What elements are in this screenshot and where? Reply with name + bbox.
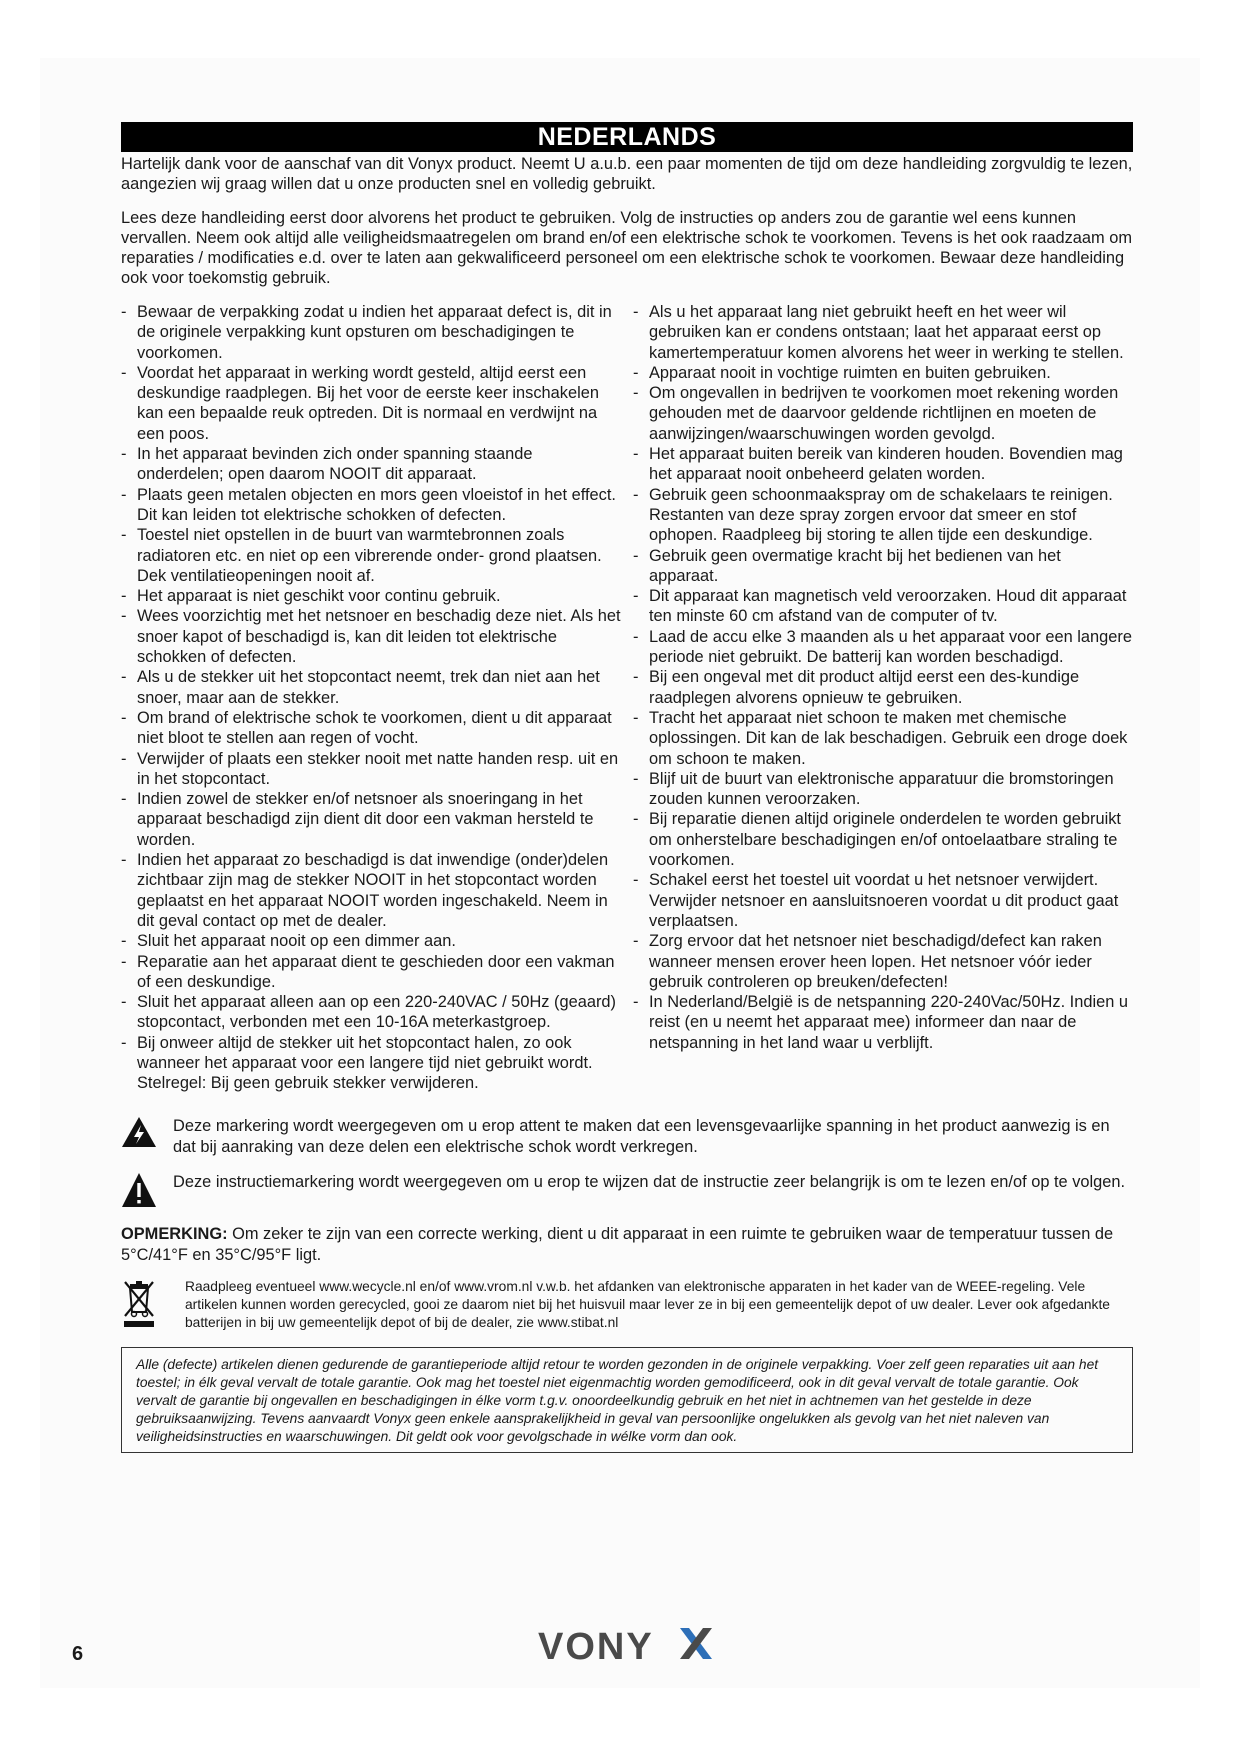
intro-paragraph-1: Hartelijk dank voor de aanschaf van dit Vonyx product. Neemt U a.u.b. een paar momenten de tijd om deze handleiding zorgvuldig te lezen, aangezien wij graag willen dat u onze producten snel en volledig gebruikt. xyxy=(121,155,1133,193)
safety-columns xyxy=(121,302,1133,1094)
safety-right-item: - Het apparaat buiten bereik van kinderen houden. Bovendien mag het apparaat nooit onbeheerd gelaten worden. xyxy=(633,444,1133,485)
warranty-box xyxy=(121,1347,1133,1453)
safety-right-item: - Om ongevallen in bedrijven te voorkomen moet rekening worden gehouden met de daarvoor geldende richtlijnen en moeten de aanwijzingen/waarschuwingen worden gevolgd. xyxy=(633,383,1133,444)
safety-right-item: - Zorg ervoor dat het netsnoer niet beschadigd/defect kan raken wanneer mensen erover heen lopen. Het netsnoer vóór ieder gebruik controleren op breuken/defecten! xyxy=(633,931,1133,992)
page-number: 6 xyxy=(72,1643,84,1665)
safety-right-item: - In Nederland/België is de netspanning 220-240Vac/50Hz. Indien u reist (en u neemt het apparaat mee) informeer dan naar de netspanning in het land waar u verblijft. xyxy=(633,992,1133,1053)
svg-text:VONY: VONY xyxy=(538,1626,654,1666)
weee-notice xyxy=(121,1278,1133,1333)
opmerking-label: OPMERKING: xyxy=(121,1224,228,1243)
safety-left-item: - Reparatie aan het apparaat dient te geschieden door een vakman of een deskundige. xyxy=(121,952,621,993)
voltage-notice xyxy=(121,1116,1133,1158)
safety-right-item: - Schakel eerst het toestel uit voordat u het netsnoer verwijdert. Verwijder netsnoer en aansluitsnoeren voordat u dit product gaat verplaatsen. xyxy=(633,870,1133,931)
safety-left-item: - Het apparaat is niet geschikt voor continu gebruik. xyxy=(121,586,621,606)
vonyx-logo xyxy=(538,1622,714,1666)
safety-column-left xyxy=(121,302,621,1094)
safety-right-item: - Tracht het apparaat niet schoon te maken met chemische oplossingen. Dit kan de lak beschadigen. Gebruik een droge doek om schoon te maken. xyxy=(633,708,1133,769)
safety-left-item: - Als u de stekker uit het stopcontact neemt, trek dan niet aan het snoer, maar aan de stekker. xyxy=(121,667,621,708)
instruction-notice-text: Deze instructiemarkering wordt weergegeven om u erop te wijzen dat de instructie zeer belangrijk is om te lezen en/of op te volgen. xyxy=(173,1172,1126,1191)
safety-left-item: - In het apparaat bevinden zich onder spanning staande onderdelen; open daarom NOOIT dit apparaat. xyxy=(121,444,621,485)
warranty-text: Alle (defecte) artikelen dienen gedurende de garantieperiode altijd retour te worden gezonden in de originele verpakking. Voer zelf geen reparaties uit aan het toestel; in élk geval vervalt de totale garantie. Ook mag het toestel niet eigenmachtig worden gemodificeerd, ook in dit geval vervalt de totale garantie. Ook vervalt de garantie bij ongevallen en beschadigingen in élke vorm t.g.v. onoordeelkundig gebruik en het niet in achtnemen van het gestelde in deze gebruiksaanwijzing. Tevens aanvaardt Vonyx geen enkele aansprakelijkheid in geval van persoonlijke ongelukken als gevolg van het niet naleven van veiligheidsinstructies en waarschuwingen. Dit geldt ook voor gevolgschade in wélke vorm dan ook. xyxy=(136,1356,1099,1444)
safety-list-right xyxy=(633,302,1133,1053)
safety-right-item: - Bij een ongeval met dit product altijd eerst een des-kundige raadplegen alvorens opnieuw te gebruiken. xyxy=(633,667,1133,708)
safety-right-item: - Laad de accu elke 3 maanden als u het apparaat voor een langere periode niet gebruikt. De batterij kan worden beschadigd. xyxy=(633,627,1133,668)
weee-text: Raadpleeg eventueel www.wecycle.nl en/of www.vrom.nl v.w.b. het afdanken van elektronische apparaten in het kader van de WEEE-regeling. Vele artikelen kunnen worden gerecycled, gooi ze daarom niet bij het huisvuil maar lever ze in bij een gemeentelijk depot of uw dealer. Lever ook afgedankte batterijen in bij uw gemeentelijk depot of bij de dealer, zie www.stibat.nl xyxy=(185,1278,1110,1330)
safety-left-item: - Wees voorzichtig met het netsnoer en beschadig deze niet. Als het snoer kapot of beschadigd is, kan dit leiden tot elektrische schokken of defecten. xyxy=(121,606,621,667)
safety-left-item: - Plaats geen metalen objecten en mors geen vloeistof in het effect. Dit kan leiden tot elektrische schokken of defecten. xyxy=(121,485,621,526)
safety-left-item: - Bij onweer altijd de stekker uit het stopcontact halen, zo ook wanneer het apparaat voor een langere tijd niet gebruikt wordt. Stelregel: Bij geen gebruik stekker verwijderen. xyxy=(121,1033,621,1094)
high-voltage-warning-icon xyxy=(121,1116,161,1154)
safety-right-item: - Als u het apparaat lang niet gebruikt heeft en het weer wil gebruiken kan er condens ontstaan; laat het apparaat eerst op kamertemperatuur komen alvorens het weer in werking te stellen. xyxy=(633,302,1133,363)
crossed-bin-icon xyxy=(121,1278,161,1333)
safety-right-item: - Gebruik geen schoonmaakspray om de schakelaars te reinigen. Restanten van deze spray zorgen ervoor dat smeer en stof ophopen. Raadpleeg bij storing te allen tijde een deskundige. xyxy=(633,485,1133,546)
safety-right-item: - Apparaat nooit in vochtige ruimten en buiten gebruiken. xyxy=(633,363,1133,383)
safety-right-item: - Blijf uit de buurt van elektronische apparatuur die bromstoringen zouden kunnen veroorzaken. xyxy=(633,769,1133,810)
safety-column-right xyxy=(633,302,1133,1094)
safety-left-item: - Sluit het apparaat nooit op een dimmer aan. xyxy=(121,931,621,951)
safety-left-item: - Toestel niet opstellen in de buurt van warmtebronnen zoals radiatoren etc. en niet op een vibrerende onder- grond plaatsen. Dek ventilatieopeningen nooit af. xyxy=(121,525,621,586)
section-title: NEDERLANDS xyxy=(121,122,1133,152)
safety-left-item: - Indien zowel de stekker en/of netsnoer als snoeringang in het apparaat beschadigd zijn dient dit door een vakman hersteld te worden. xyxy=(121,789,621,850)
safety-left-item: - Om brand of elektrische schok te voorkomen, dient u dit apparaat niet bloot te stellen aan regen of vocht. xyxy=(121,708,621,749)
safety-left-item: - Sluit het apparaat alleen aan op een 220-240VAC / 50Hz (geaard) stopcontact, verbonden met een 10-16A meterkastgroep. xyxy=(121,992,621,1033)
instruction-notice xyxy=(121,1172,1133,1214)
opmerking-note xyxy=(121,1224,1133,1266)
manual-content xyxy=(121,122,1133,1453)
safety-right-item: - Dit apparaat kan magnetisch veld veroorzaken. Houd dit apparaat ten minste 60 cm afstand van de computer of tv. xyxy=(633,586,1133,627)
intro-paragraph-2: Lees deze handleiding eerst door alvorens het product te gebruiken. Volg de instructies op anders zou de garantie wel eens kunnen vervallen. Neem ook altijd alle veiligheidsmaatregelen om brand en/of een elektrische schok te voorkomen. Tevens is het ook raadzaam om reparaties / modificaties e.d. over te laten aan gekwalificeerd personeel om een elektrische schok te voorkomen. Bewaar deze handleiding ook voor toekomstig gebruik. xyxy=(121,209,1132,287)
voltage-notice-text: Deze markering wordt weergegeven om u erop attent te maken dat een levensgevaarlijke spanning in het product aanwezig is en dat bij aanraking van deze delen een elektrische schok wordt verkregen. xyxy=(173,1116,1110,1156)
safety-right-item: - Bij reparatie dienen altijd originele onderdelen te worden gebruikt om onherstelbare beschadigingen en/of ontoelaatbare straling te voorkomen. xyxy=(633,809,1133,870)
opmerking-text: Om zeker te zijn van een correcte werking, dient u dit apparaat in een ruimte te gebruiken waar de temperatuur tussen de 5°C/41°F en 35°C/95°F ligt. xyxy=(121,1224,1114,1264)
safety-left-item: - Indien het apparaat zo beschadigd is dat inwendige (onder)delen zichtbaar zijn mag de stekker NOOIT in het stopcontact worden geplaatst en het apparaat NOOIT worden ingeschakeld. Neem in dit geval contact op met de dealer. xyxy=(121,850,621,931)
safety-left-item: - Verwijder of plaats een stekker nooit met natte handen resp. uit en in het stopcontact. xyxy=(121,749,621,790)
exclamation-warning-icon xyxy=(121,1172,161,1214)
safety-list-left xyxy=(121,302,621,1094)
safety-left-item: - Voordat het apparaat in werking wordt gesteld, altijd eerst een deskundige raadplegen. Bij het voor de eerste keer inschakelen kan een bepaalde reuk optreden. Dit is normaal en verdwijnt na een poos. xyxy=(121,363,621,444)
safety-left-item: - Bewaar de verpakking zodat u indien het apparaat defect is, dit in de originele verpakking kunt opsturen om beschadigingen te voorkomen. xyxy=(121,302,621,363)
safety-right-item: - Gebruik geen overmatige kracht bij het bedienen van het apparaat. xyxy=(633,546,1133,587)
